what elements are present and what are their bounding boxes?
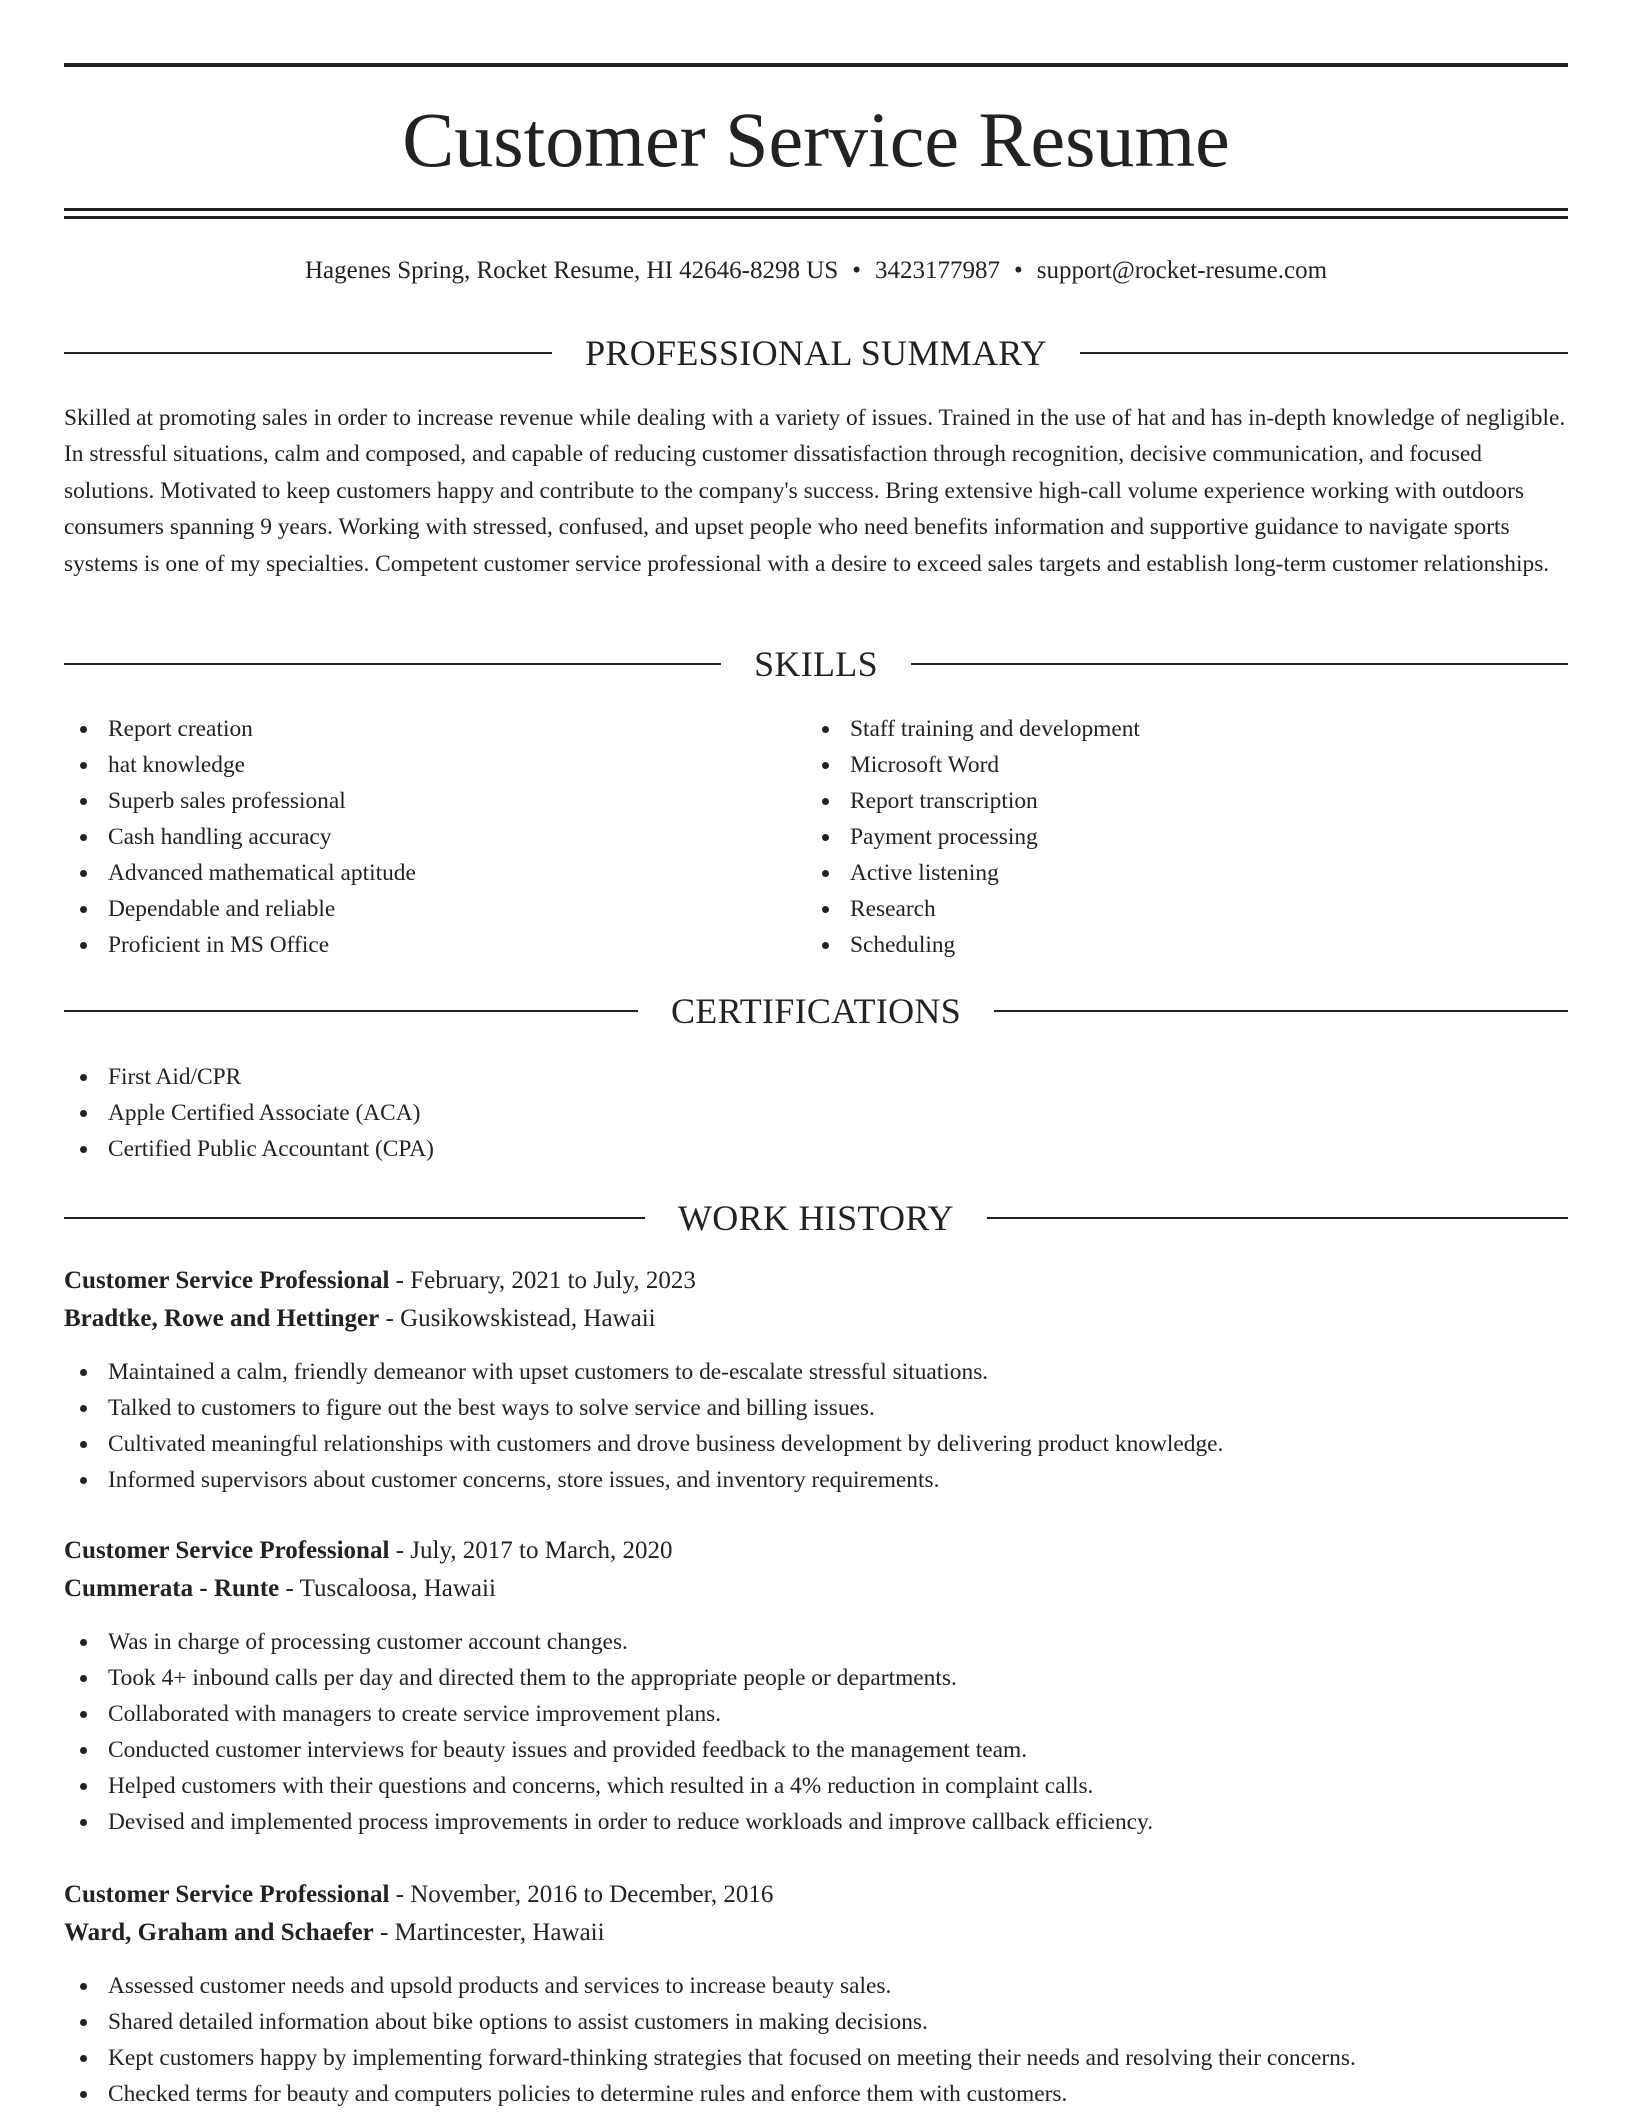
certification-item: Certified Public Accountant (CPA) (64, 1131, 1568, 1167)
job-title: Customer Service Professional (64, 1881, 390, 1908)
job-duty-item: Cultivated meaningful relationships with customers and drove business development by delivering product knowledge. (64, 1426, 1568, 1462)
section-title-skills: SKILLS (754, 644, 878, 684)
contact-separator: • (1013, 257, 1023, 284)
job-duty-item: Shared detailed information about bike options to assist customers in making decisions. (64, 2004, 1568, 2040)
divider-line (64, 352, 552, 354)
job-company: Ward, Graham and Schaefer (64, 1919, 374, 1946)
job-location: - Tuscaloosa, Hawaii (279, 1575, 496, 1602)
job-company-line (64, 1570, 1568, 1608)
skill-item: Staff training and development (806, 711, 1546, 747)
section-title-certifications: CERTIFICATIONS (670, 991, 962, 1031)
certifications-list (64, 1059, 1568, 1167)
job-duty-item: Kept customers happy by implementing forward-thinking strategies that focused on meeting their needs and resolving their concerns. (64, 2040, 1568, 2076)
section-header-skills (64, 642, 1568, 686)
skills-list-right (806, 711, 1546, 963)
job-dates: - July, 2017 to March, 2020 (389, 1537, 673, 1564)
job-entry (64, 1532, 1568, 1840)
section-header-summary (64, 331, 1568, 375)
job-duty-item: Collaborated with managers to create service improvement plans. (64, 1696, 1568, 1732)
job-duty-item: Checked terms for beauty and computers policies to determine rules and enforce them with customers. (64, 2076, 1568, 2112)
job-duty-item: Maintained a calm, friendly demeanor with upset customers to de-escalate stressful situations. (64, 1354, 1568, 1390)
job-duties-list (64, 1624, 1568, 1840)
skill-item: Active listening (806, 855, 1546, 891)
skill-item: Report transcription (806, 783, 1546, 819)
job-company: Cummerata - Runte (64, 1575, 280, 1602)
contact-phone: 3423177987 (874, 257, 1000, 284)
skill-item: Microsoft Word (806, 747, 1546, 783)
section-header-certifications (64, 989, 1568, 1033)
job-title-line (64, 1262, 1568, 1300)
skill-item: Proficient in MS Office (64, 927, 804, 963)
job-title-line (64, 1876, 1568, 1914)
contact-line (64, 254, 1568, 288)
section-header-work-history (64, 1196, 1568, 1240)
job-duty-item: Assessed customer needs and upsold products and services to increase beauty sales. (64, 1968, 1568, 2004)
skill-item: Research (806, 891, 1546, 927)
job-dates: - February, 2021 to July, 2023 (389, 1267, 696, 1294)
skill-item: Advanced mathematical aptitude (64, 855, 804, 891)
certification-item: First Aid/CPR (64, 1059, 1568, 1095)
section-title-work-history: WORK HISTORY (678, 1198, 954, 1238)
skill-item: Dependable and reliable (64, 891, 804, 927)
contact-address: Hagenes Spring, Rocket Resume, HI 42646-8298 US (304, 257, 839, 284)
skill-item: Superb sales professional (64, 783, 804, 819)
skills-list-left (64, 711, 804, 963)
skill-item: Report creation (64, 711, 804, 747)
divider-line (64, 1010, 638, 1012)
divider-line (911, 663, 1568, 665)
job-duty-item: Informed supervisors about customer concerns, store issues, and inventory requirements. (64, 1462, 1568, 1498)
job-duties-list (64, 1968, 1568, 2112)
job-company-line (64, 1300, 1568, 1338)
job-company: Bradtke, Rowe and Hettinger (64, 1305, 380, 1332)
skill-item: Cash handling accuracy (64, 819, 804, 855)
summary-paragraph: Skilled at promoting sales in order to increase revenue while dealing with a variety of issues. Trained in the use of hat and has in-depth knowledge of negligible. In stressful situations, calm and composed, and capable of reducing customer dissatisfaction through recognition, decisive communication, and focused solutions. Motivated to keep customers happy and contribute to the company's success. Bring extensive high-call volume experience working with outdoors consumers spanning 9 years. Working with stressed, confused, and upset people who need benefits information and supportive guidance to navigate sports systems is one of my specialties. Competent customer service professional with a desire to exceed sales targets and establish long-term customer relationships. (64, 405, 1566, 577)
contact-email: support@rocket-resume.com (1036, 257, 1328, 284)
title-double-rule-upper (64, 208, 1568, 211)
divider-line (64, 1217, 645, 1219)
job-entry (64, 1262, 1568, 1498)
skill-item: Payment processing (806, 819, 1546, 855)
job-title: Customer Service Professional (64, 1267, 390, 1294)
skill-item: hat knowledge (64, 747, 804, 783)
job-duty-item: Conducted customer interviews for beauty issues and provided feedback to the management team. (64, 1732, 1568, 1768)
job-duty-item: Talked to customers to figure out the best ways to solve service and billing issues. (64, 1390, 1568, 1426)
job-duty-item: Was in charge of processing customer account changes. (64, 1624, 1568, 1660)
divider-line (994, 1010, 1568, 1012)
job-location: - Gusikowskistead, Hawaii (379, 1305, 656, 1332)
job-duty-item: Devised and implemented process improvements in order to reduce workloads and improve callback efficiency. (64, 1804, 1568, 1840)
section-title-summary: PROFESSIONAL SUMMARY (585, 333, 1047, 373)
job-company-line (64, 1914, 1568, 1952)
skill-item: Scheduling (806, 927, 1546, 963)
divider-line (64, 663, 721, 665)
job-duty-item: Took 4+ inbound calls per day and directed them to the appropriate people or departments. (64, 1660, 1568, 1696)
divider-line (1080, 352, 1568, 354)
resume-title: Customer Service Resume (402, 96, 1230, 183)
job-title-line (64, 1532, 1568, 1570)
certification-item: Apple Certified Associate (ACA) (64, 1095, 1568, 1131)
top-rule (64, 63, 1568, 67)
job-title: Customer Service Professional (64, 1537, 390, 1564)
job-location: - Martincester, Hawaii (373, 1919, 605, 1946)
job-dates: - November, 2016 to December, 2016 (389, 1881, 774, 1908)
title-double-rule-lower (64, 216, 1568, 219)
job-duties-list (64, 1354, 1568, 1498)
job-duty-item: Helped customers with their questions and concerns, which resulted in a 4% reduction in complaint calls. (64, 1768, 1568, 1804)
divider-line (987, 1217, 1568, 1219)
contact-separator: • (852, 257, 861, 284)
job-entry (64, 1876, 1568, 2112)
